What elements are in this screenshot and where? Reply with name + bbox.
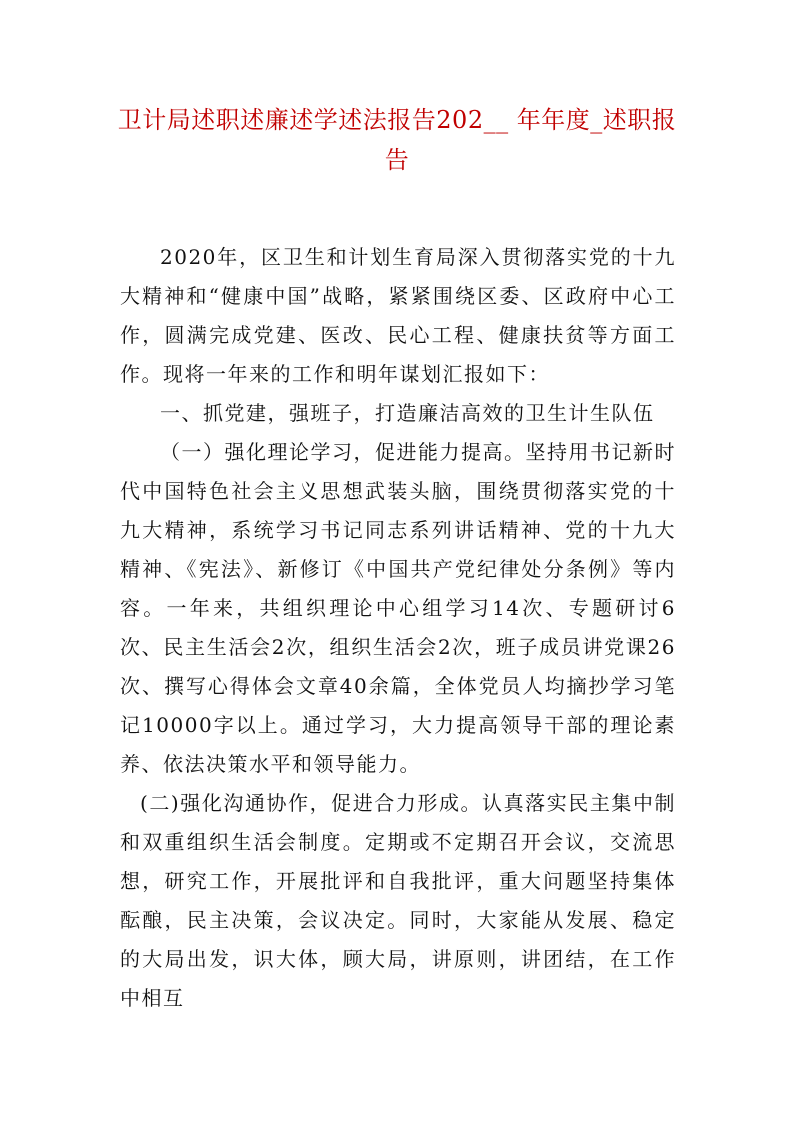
paragraph-intro: 2020年，区卫生和计划生育局深入贯彻落实党的十九大精神和“健康中国”战略，紧紧围绕区委、区政府中心工作，圆满完成党建、医改、民心工程、健康扶贫等方面工作。现将一年来的工作和明年谋划汇报如下： bbox=[120, 245, 676, 386]
paragraph-theory-study: （一）强化理论学习，促进能力提高。坚持用书记新时代中国特色社会主义思想武装头脑，围绕贯彻落实党的十九大精神，系统学习书记同志系列讲话精神、党的十九大精神、《宪法》、新修订《中国共产党纪律处分条例》等内容。一年来，共组织理论中心组学习14次、专题研讨6次、民主生活会2次，组织生活会2次，班子成员讲党课26次、撰写心得体会文章40余篇，全体党员人均摘抄学习笔记10000字以上。通过学习，大力提高领导干部的理论素养、依法决策水平和领导能力。 bbox=[120, 440, 676, 776]
section-heading-1: 一、抓党建，强班子，打造廉洁高效的卫生计生队伍 bbox=[160, 401, 655, 425]
document-title: 卫计局述职述廉述学述法报告202__ 年年度_述职报告 bbox=[117, 106, 677, 174]
document-body bbox=[120, 238, 676, 1018]
paragraph-communication: (二)强化沟通协作，促进合力形成。认真落实民主集中制和双重组织生活会制度。定期或不定期召开会议，交流思想，研究工作，开展批评和自我批评，重大问题坚持集体酝酿，民主决策，会议决定。同时，大家能从发展、稳定的大局出发，识大体，顾大局，讲原则，讲团结，在工作中相互 bbox=[120, 791, 676, 1010]
